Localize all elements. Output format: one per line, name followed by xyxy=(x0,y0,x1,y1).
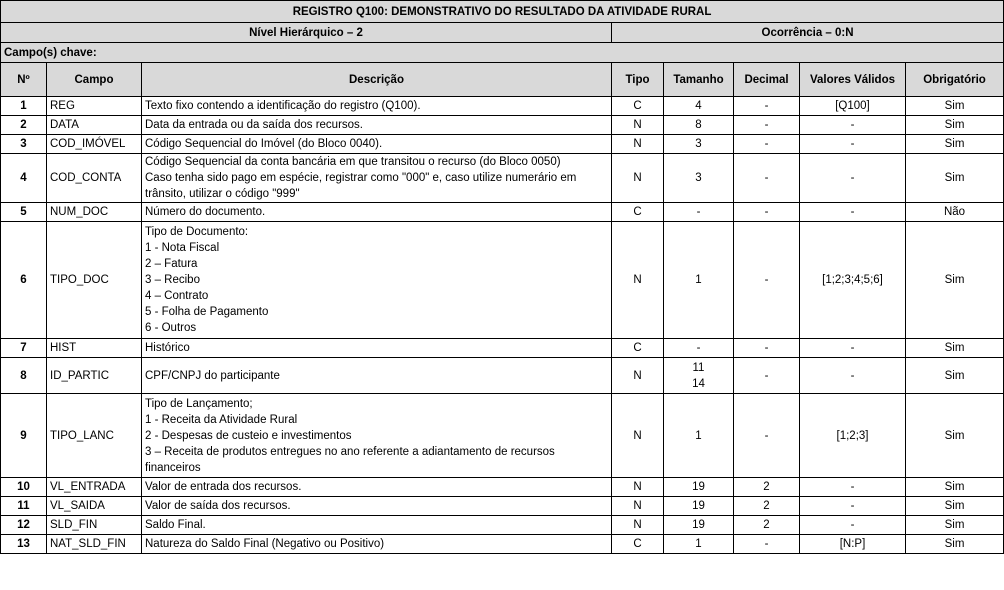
field-valid-values: - xyxy=(800,116,906,135)
row-number: 1 xyxy=(1,97,47,116)
field-name: DATA xyxy=(47,116,142,135)
row-number: 3 xyxy=(1,135,47,154)
description-line: 2 - Despesas de custeio e investimentos xyxy=(145,429,352,442)
header-valores-validos: Valores Válidos xyxy=(800,63,906,97)
size-value: 19 xyxy=(692,500,705,512)
description-line: 5 - Folha de Pagamento xyxy=(145,306,269,318)
description-line: Tipo de Documento: xyxy=(145,226,249,238)
header-row xyxy=(1,63,1004,97)
size-value: 1 xyxy=(695,429,702,442)
field-required: Sim xyxy=(906,222,1004,339)
field-required: Sim xyxy=(906,97,1004,116)
field-valid-values: [Q100] xyxy=(800,97,906,116)
description-line: Valor de saída dos recursos. xyxy=(145,500,291,512)
field-required: Sim xyxy=(906,154,1004,203)
field-description xyxy=(142,116,612,135)
hierarchy-level: Nível Hierárquico – 2 xyxy=(1,23,612,43)
row-number: 10 xyxy=(1,478,47,497)
description-line: trânsito, utilizar o código "999" xyxy=(145,188,300,200)
table-row xyxy=(1,222,1004,339)
header-num: Nº xyxy=(1,63,47,97)
description-line: Código Sequencial da conta bancária em que transitou o recurso (do Bloco 0050) xyxy=(145,156,561,168)
field-valid-values: - xyxy=(800,516,906,535)
field-size xyxy=(664,394,734,478)
description-line: 6 - Outros xyxy=(145,322,197,334)
field-type: N xyxy=(612,358,664,394)
field-type: N xyxy=(612,478,664,497)
field-valid-values: [1;2;3;4;5;6] xyxy=(800,222,906,339)
field-required: Sim xyxy=(906,339,1004,358)
description-line: Natureza do Saldo Final (Negativo ou Positivo) xyxy=(145,538,385,550)
description-line: Valor de entrada dos recursos. xyxy=(145,481,302,493)
field-decimal: - xyxy=(734,358,800,394)
field-name: COD_CONTA xyxy=(47,154,142,203)
header-decimal: Decimal xyxy=(734,63,800,97)
field-type: N xyxy=(612,222,664,339)
description-line: 4 – Contrato xyxy=(145,290,209,302)
field-description xyxy=(142,154,612,203)
field-decimal: 2 xyxy=(734,478,800,497)
description-line: Histórico xyxy=(145,342,190,354)
description-line: 3 – Recibo xyxy=(145,274,200,286)
table-row xyxy=(1,203,1004,222)
field-size xyxy=(664,339,734,358)
field-name: NAT_SLD_FIN xyxy=(47,535,142,554)
row-number: 13 xyxy=(1,535,47,554)
table-row xyxy=(1,516,1004,535)
table-row xyxy=(1,497,1004,516)
field-name: ID_PARTIC xyxy=(47,358,142,394)
field-size xyxy=(664,222,734,339)
size-value: 14 xyxy=(692,377,705,390)
field-name: VL_SAIDA xyxy=(47,497,142,516)
field-decimal: - xyxy=(734,135,800,154)
field-decimal: - xyxy=(734,97,800,116)
field-size xyxy=(664,203,734,222)
field-description xyxy=(142,203,612,222)
size-value: 3 xyxy=(695,138,702,150)
field-decimal: - xyxy=(734,339,800,358)
field-type: N xyxy=(612,154,664,203)
description-line: Número do documento. xyxy=(145,206,266,218)
field-valid-values: - xyxy=(800,478,906,497)
table-row xyxy=(1,394,1004,478)
field-name: TIPO_DOC xyxy=(47,222,142,339)
field-required: Sim xyxy=(906,116,1004,135)
field-size xyxy=(664,516,734,535)
field-required: Sim xyxy=(906,358,1004,394)
field-valid-values: - xyxy=(800,497,906,516)
field-name: TIPO_LANC xyxy=(47,394,142,478)
table-row xyxy=(1,478,1004,497)
field-decimal: - xyxy=(734,203,800,222)
field-valid-values: [N:P] xyxy=(800,535,906,554)
field-name: NUM_DOC xyxy=(47,203,142,222)
table-row xyxy=(1,116,1004,135)
row-number: 4 xyxy=(1,154,47,203)
field-required: Sim xyxy=(906,135,1004,154)
field-description xyxy=(142,339,612,358)
field-type: C xyxy=(612,97,664,116)
size-value: 19 xyxy=(692,481,705,493)
header-campo: Campo xyxy=(47,63,142,97)
field-name: VL_ENTRADA xyxy=(47,478,142,497)
field-name: SLD_FIN xyxy=(47,516,142,535)
size-value: 1 xyxy=(695,274,702,286)
row-number: 5 xyxy=(1,203,47,222)
field-description xyxy=(142,358,612,394)
field-type: N xyxy=(612,135,664,154)
description-line: Caso tenha sido pago em espécie, registrar como "000" e, caso utilize numerário em xyxy=(145,172,577,184)
size-value: 8 xyxy=(695,119,702,131)
field-size xyxy=(664,154,734,203)
description-line: 1 - Nota Fiscal xyxy=(145,242,220,254)
field-type: N xyxy=(612,497,664,516)
description-line: 2 – Fatura xyxy=(145,258,198,270)
header-tipo: Tipo xyxy=(612,63,664,97)
size-value: 4 xyxy=(695,100,702,112)
field-type: N xyxy=(612,516,664,535)
field-decimal: - xyxy=(734,535,800,554)
field-description xyxy=(142,535,612,554)
field-type: N xyxy=(612,394,664,478)
row-number: 12 xyxy=(1,516,47,535)
description-line: Saldo Final. xyxy=(145,519,206,531)
field-decimal: - xyxy=(734,154,800,203)
size-value: 1 xyxy=(695,538,702,550)
field-size xyxy=(664,358,734,394)
occurrence: Ocorrência – 0:N xyxy=(612,23,1004,43)
size-value: 19 xyxy=(692,519,705,531)
field-required: Sim xyxy=(906,478,1004,497)
size-value: - xyxy=(696,342,701,354)
table-row xyxy=(1,339,1004,358)
field-decimal: 2 xyxy=(734,497,800,516)
field-valid-values: - xyxy=(800,358,906,394)
size-value: 3 xyxy=(695,172,702,184)
field-description xyxy=(142,516,612,535)
field-description xyxy=(142,394,612,478)
description-line: Código Sequencial do Imóvel (do Bloco 0040). xyxy=(145,138,383,150)
field-description xyxy=(142,135,612,154)
description-line: Tipo de Lançamento; xyxy=(145,397,253,410)
field-valid-values: - xyxy=(800,154,906,203)
table-row xyxy=(1,358,1004,394)
table-row xyxy=(1,154,1004,203)
field-required: Sim xyxy=(906,516,1004,535)
table-row xyxy=(1,97,1004,116)
description-line: Data da entrada ou da saída dos recursos. xyxy=(145,119,364,131)
row-number: 2 xyxy=(1,116,47,135)
field-type: C xyxy=(612,203,664,222)
field-size xyxy=(664,497,734,516)
field-description xyxy=(142,222,612,339)
field-type: C xyxy=(612,535,664,554)
field-valid-values: [1;2;3] xyxy=(800,394,906,478)
field-required: Sim xyxy=(906,535,1004,554)
field-required: Sim xyxy=(906,394,1004,478)
description-line: Texto fixo contendo a identificação do registro (Q100). xyxy=(145,100,421,112)
description-line: 3 – Receita de produtos entregues no ano referente a adiantamento de recursos xyxy=(145,445,555,458)
field-name: COD_IMÓVEL xyxy=(47,135,142,154)
field-valid-values: - xyxy=(800,339,906,358)
field-valid-values: - xyxy=(800,203,906,222)
field-size xyxy=(664,97,734,116)
field-decimal: - xyxy=(734,394,800,478)
field-decimal: - xyxy=(734,222,800,339)
field-size xyxy=(664,135,734,154)
header-tamanho: Tamanho xyxy=(664,63,734,97)
description-line: CPF/CNPJ do participante xyxy=(145,369,280,382)
field-name: HIST xyxy=(47,339,142,358)
field-valid-values: - xyxy=(800,135,906,154)
row-number: 11 xyxy=(1,497,47,516)
description-line: financeiros xyxy=(145,461,201,474)
size-value: - xyxy=(696,206,701,218)
table-row xyxy=(1,535,1004,554)
field-decimal: - xyxy=(734,116,800,135)
field-type: C xyxy=(612,339,664,358)
table-row xyxy=(1,135,1004,154)
row-number: 9 xyxy=(1,394,47,478)
field-name: REG xyxy=(47,97,142,116)
field-description xyxy=(142,497,612,516)
field-size xyxy=(664,478,734,497)
row-number: 8 xyxy=(1,358,47,394)
field-required: Não xyxy=(906,203,1004,222)
field-required: Sim xyxy=(906,497,1004,516)
key-fields-label: Campo(s) chave: xyxy=(1,43,1004,63)
field-description xyxy=(142,478,612,497)
header-descricao: Descrição xyxy=(142,63,612,97)
field-decimal: 2 xyxy=(734,516,800,535)
row-number: 6 xyxy=(1,222,47,339)
field-size xyxy=(664,535,734,554)
header-obrigatorio: Obrigatório xyxy=(906,63,1004,97)
size-value: 11 xyxy=(692,361,705,374)
field-type: N xyxy=(612,116,664,135)
row-number: 7 xyxy=(1,339,47,358)
field-size xyxy=(664,116,734,135)
register-title: REGISTRO Q100: DEMONSTRATIVO DO RESULTADO DA ATIVIDADE RURAL xyxy=(1,1,1004,23)
field-description xyxy=(142,97,612,116)
description-line: 1 - Receita da Atividade Rural xyxy=(145,413,298,426)
